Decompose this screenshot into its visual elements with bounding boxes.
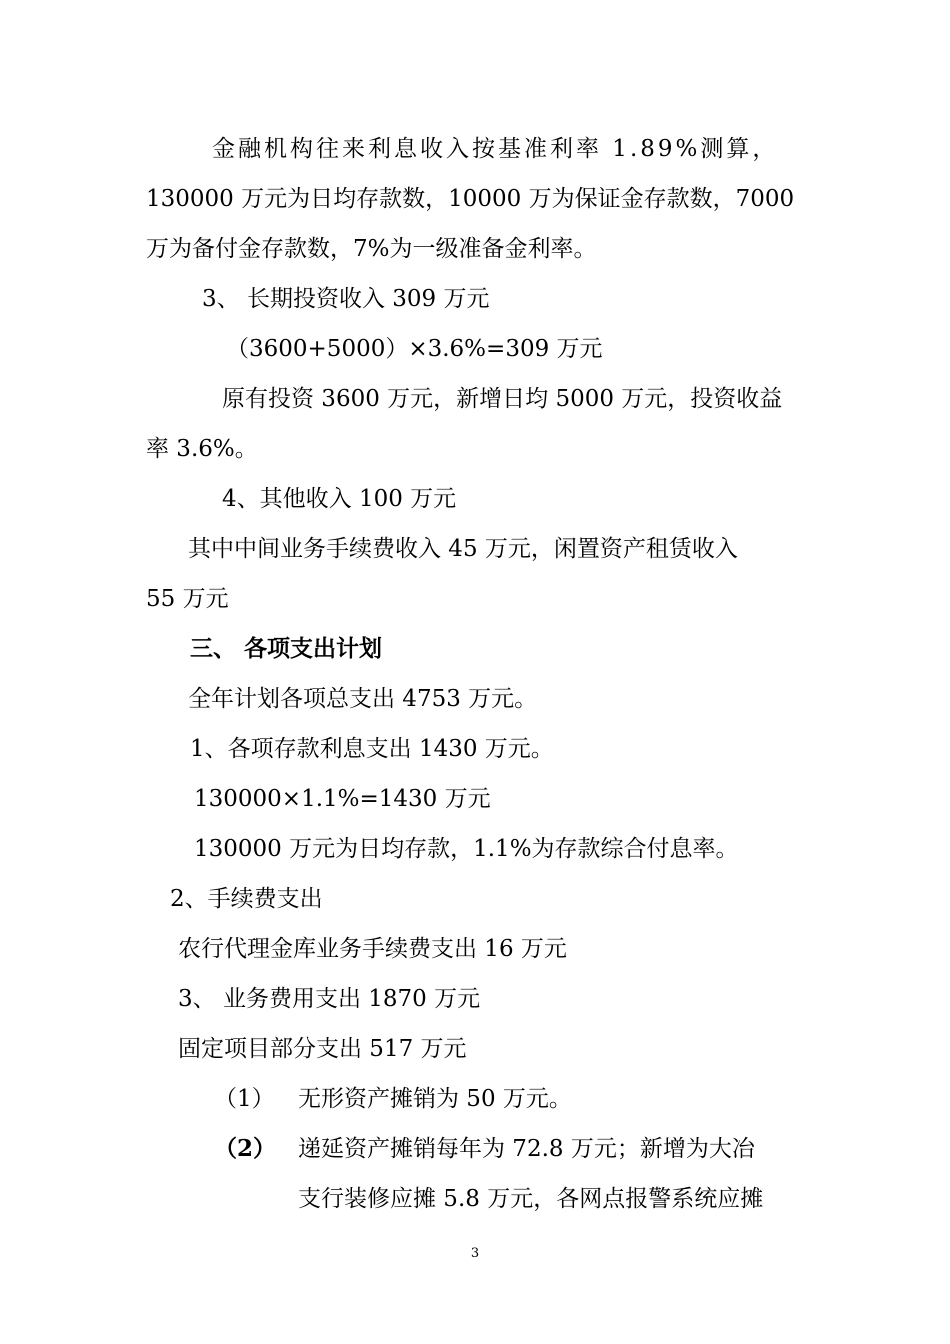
list-item-text: 支行装修应摊 5.8 万元，各网点报警系统应摊 bbox=[298, 1186, 764, 1212]
formula-line: 130000×1.1%=1430 万元 bbox=[194, 786, 491, 812]
section-heading: 3、 业务费用支出 1870 万元 bbox=[178, 986, 481, 1012]
paragraph-line: 万为备付金存款数，7%为一级准备金利率。 bbox=[146, 236, 597, 262]
paragraph-line: 55 万元 bbox=[146, 586, 229, 612]
paragraph-line: 率 3.6%。 bbox=[146, 436, 258, 462]
paragraph-line: 固定项目部分支出 517 万元 bbox=[178, 1036, 467, 1062]
chapter-heading: 三、 各项支出计划 bbox=[190, 635, 383, 662]
list-number: （1） bbox=[214, 1086, 275, 1112]
page-number: 3 bbox=[470, 1246, 480, 1261]
paragraph-line: 农行代理金库业务手续费支出 16 万元 bbox=[178, 936, 567, 962]
paragraph-line: 全年计划各项总支出 4753 万元。 bbox=[188, 686, 538, 712]
section-heading: 3、 长期投资收入 309 万元 bbox=[202, 286, 490, 312]
paragraph-line: 其中中间业务手续费收入 45 万元，闲置资产租赁收入 bbox=[188, 536, 738, 562]
paragraph-line: 原有投资 3600 万元，新增日均 5000 万元，投资收益 bbox=[222, 386, 783, 412]
list-number: （2） bbox=[214, 1135, 277, 1162]
list-item-text: 无形资产摊销为 50 万元。 bbox=[298, 1086, 572, 1112]
section-heading: 2、手续费支出 bbox=[170, 886, 323, 912]
paragraph-line: 130000 万元为日均存款数，10000 万为保证金存款数，7000 bbox=[146, 186, 795, 212]
list-item-text: 递延资产摊销每年为 72.8 万元；新增为大冶 bbox=[298, 1136, 755, 1162]
section-heading: 4、其他收入 100 万元 bbox=[222, 486, 457, 512]
paragraph-line: 金融机构往来利息收入按基准利率 1.89%测算， bbox=[212, 136, 779, 162]
paragraph-line: 130000 万元为日均存款，1.1%为存款综合付息率。 bbox=[194, 836, 739, 862]
formula-line: （3600+5000）×3.6%=309 万元 bbox=[226, 336, 603, 362]
section-heading: 1、各项存款利息支出 1430 万元。 bbox=[190, 736, 554, 762]
